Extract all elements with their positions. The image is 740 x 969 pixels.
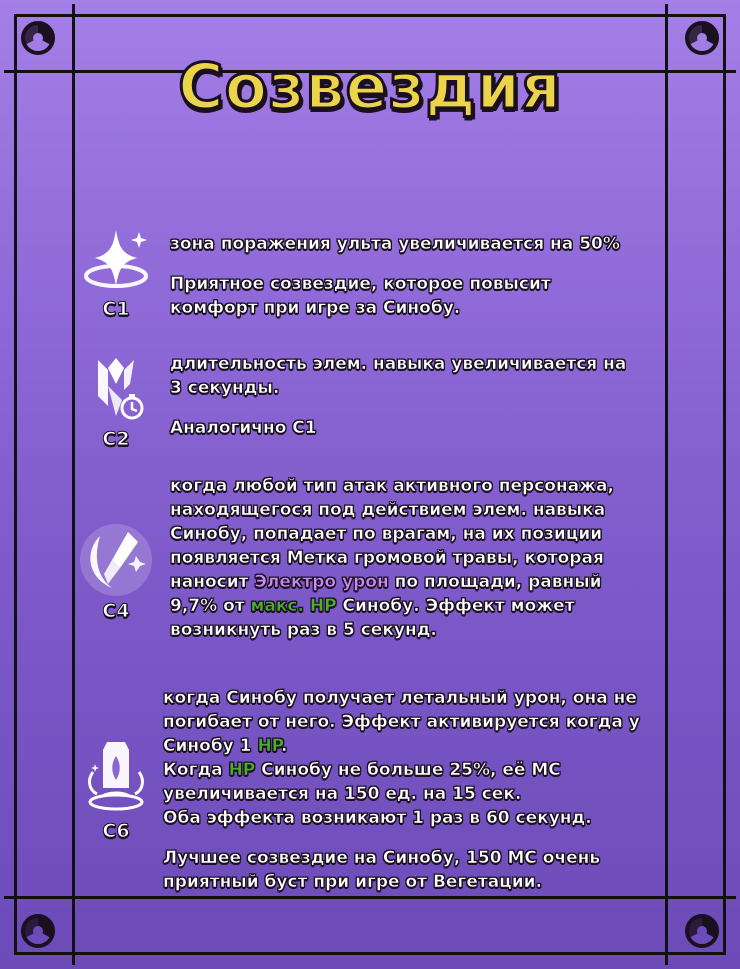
- page-title: Созвездия: [178, 50, 562, 123]
- constellation-c2: [76, 356, 156, 450]
- electro-damage-highlight: Электро урон: [254, 572, 389, 592]
- text-line: [170, 594, 710, 618]
- text-line: комфорт при игре за Синобу.: [170, 298, 461, 318]
- text-segment: наносит: [170, 572, 255, 592]
- text-line: погибает от него. Эффект активируется когда у: [163, 712, 640, 732]
- text-line: Оба эффекта возникают 1 раз в 60 секунд.: [163, 808, 592, 828]
- text-line: длительность элем. навыка увеличивается на: [170, 354, 627, 374]
- c6-description: [163, 686, 723, 894]
- blade-timer-icon: [86, 356, 146, 426]
- constellation-c4: [76, 522, 156, 622]
- text-line: находящегося под действием элем. навыка: [170, 500, 606, 520]
- text-line: увеличивается на 150 ед. на 15 сек.: [163, 784, 522, 804]
- text-line: когда Синобу получает летальный урон, она не: [163, 688, 637, 708]
- constellation-label: C4: [102, 600, 130, 622]
- text-line: когда любой тип атак активного персонажа,: [170, 476, 614, 496]
- constellation-label: C2: [102, 428, 130, 450]
- text-line: зона поражения ульта увеличивается на 50%: [170, 234, 620, 254]
- electro-emblem-icon: [682, 911, 722, 951]
- shrine-lantern-icon: [83, 736, 149, 818]
- text-line: Аналогично C1: [170, 418, 317, 438]
- text-line: возникнуть раз в 5 секунд.: [170, 620, 437, 640]
- c2-description: [170, 352, 710, 440]
- text-line: 3 секунды.: [170, 378, 280, 398]
- text-line: Синобу, попадает по врагам, на их позиции: [170, 524, 603, 544]
- hp-highlight: HP: [257, 736, 282, 756]
- sparkle-ring-icon: [79, 226, 153, 296]
- c1-description: [170, 232, 710, 320]
- constellation-c1: [76, 226, 156, 320]
- text-segment: по площади, равный: [388, 572, 602, 592]
- text-segment: Синобу. Эффект может: [336, 596, 575, 616]
- moon-crystal-icon: [78, 522, 154, 598]
- text-segment: 9,7% от: [170, 596, 251, 616]
- text-line: [163, 734, 723, 758]
- electro-emblem-icon: [18, 911, 58, 951]
- text-line: [170, 570, 710, 594]
- constellation-label: C6: [102, 820, 130, 842]
- text-line: Лучшее созвездие на Синобу, 150 МС очень: [163, 848, 601, 868]
- constellation-c6: [76, 736, 156, 842]
- text-segment: .: [281, 736, 288, 756]
- max-hp-highlight: макс. HP: [250, 596, 337, 616]
- text-line: [163, 758, 723, 782]
- hp-highlight: HP: [228, 760, 256, 780]
- text-segment: Синобу не больше 25%, её МС: [255, 760, 561, 780]
- text-line: приятный буст при игре от Вегетации.: [163, 872, 543, 892]
- text-line: Приятное созвездие, которое повысит: [170, 274, 551, 294]
- text-segment: Когда: [163, 760, 229, 780]
- c4-description: [170, 474, 710, 642]
- text-segment: Синобу 1: [163, 736, 258, 756]
- text-line: появляется Метка громовой травы, которая: [170, 548, 604, 568]
- constellation-label: C1: [102, 298, 130, 320]
